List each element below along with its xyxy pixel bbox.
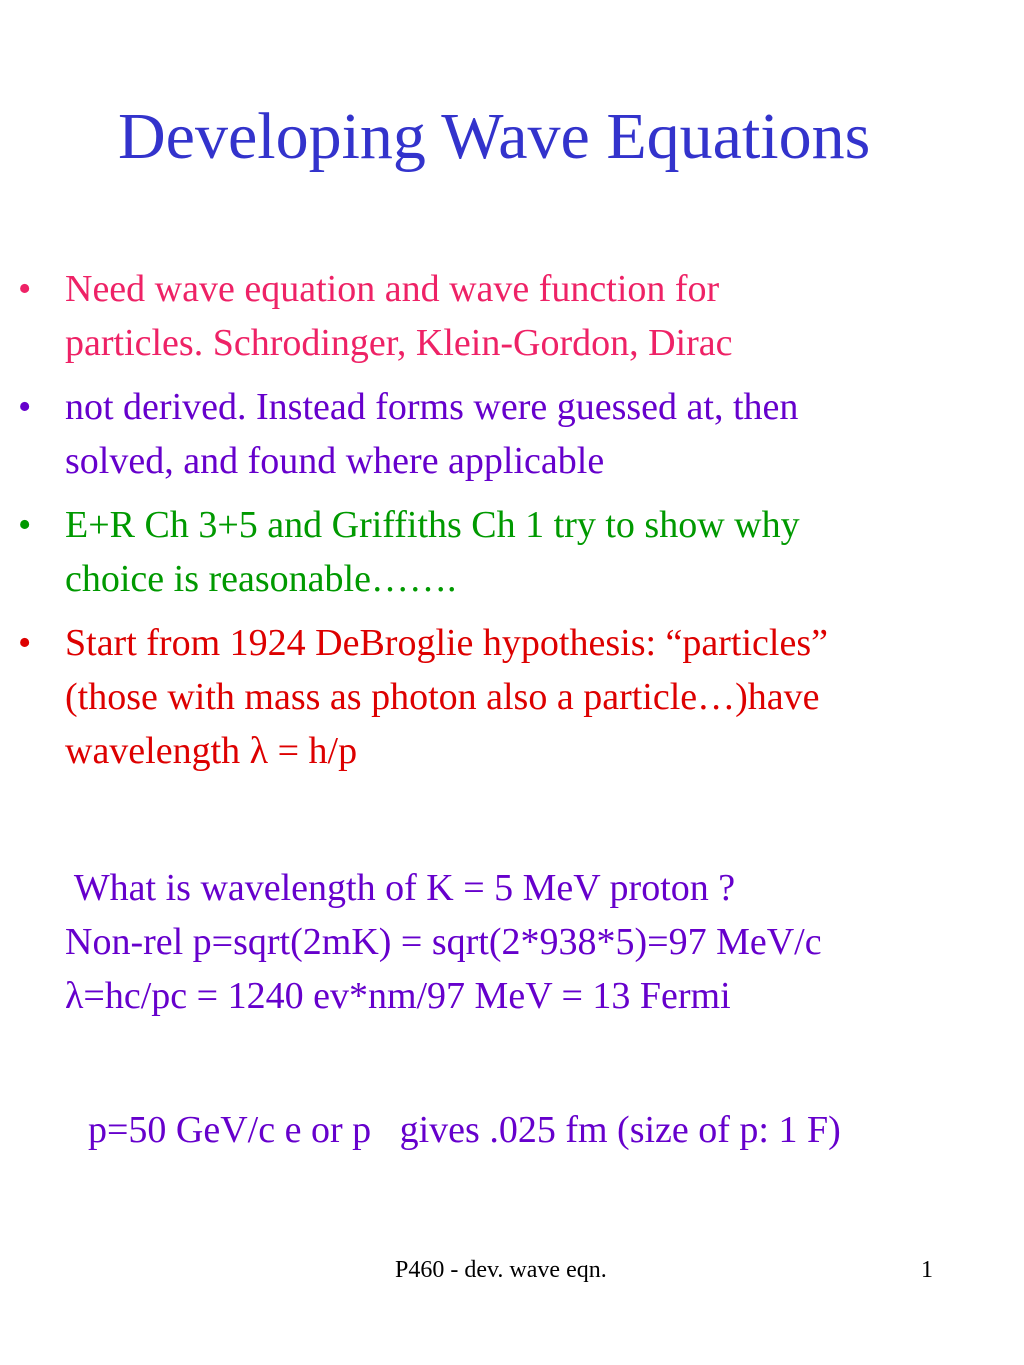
- bullet-dot: •: [18, 504, 32, 546]
- example-line: Non-rel p=sqrt(2mK) = sqrt(2*938*5)=97 MeV/c: [65, 921, 822, 963]
- bullet-item-textbook-refs: [0, 498, 1024, 606]
- bullet-line: (those with mass as photon also a particle…)have: [65, 676, 820, 718]
- example-calculation: [65, 861, 822, 1023]
- bullet-line: wavelength λ = h/p: [65, 730, 358, 772]
- bullet-item-debroglie: [0, 616, 1024, 778]
- bullet-line: solved, and found where applicable: [65, 440, 605, 482]
- bullet-item-not-derived: [0, 380, 1024, 488]
- bullet-line: particles. Schrodinger, Klein-Gordon, Dirac: [65, 322, 733, 364]
- page-number: 1: [921, 1257, 933, 1283]
- bullet-line: not derived. Instead forms were guessed at, then: [65, 386, 799, 428]
- bullet-line: choice is reasonable…….: [65, 558, 457, 600]
- example-line: λ=hc/pc = 1240 ev*nm/97 MeV = 13 Fermi: [65, 975, 731, 1017]
- bullet-dot: •: [18, 386, 32, 428]
- bullet-line: Need wave equation and wave function for: [65, 268, 720, 310]
- bullet-dot: •: [18, 622, 32, 664]
- footer-label: P460 - dev. wave eqn.: [395, 1257, 607, 1283]
- high-energy-note: p=50 GeV/c e or p gives .025 fm (size of p: 1 F): [88, 1109, 841, 1151]
- bullet-line: Start from 1924 DeBroglie hypothesis: “particles”: [65, 622, 828, 664]
- bullet-dot: •: [18, 268, 32, 310]
- slide-title: Developing Wave Equations: [118, 100, 871, 173]
- example-line: What is wavelength of K = 5 MeV proton ?: [65, 867, 736, 909]
- bullet-line: E+R Ch 3+5 and Griffiths Ch 1 try to show why: [65, 504, 800, 546]
- bullet-list: [0, 262, 1024, 788]
- bullet-item-wave-equation: [0, 262, 1024, 370]
